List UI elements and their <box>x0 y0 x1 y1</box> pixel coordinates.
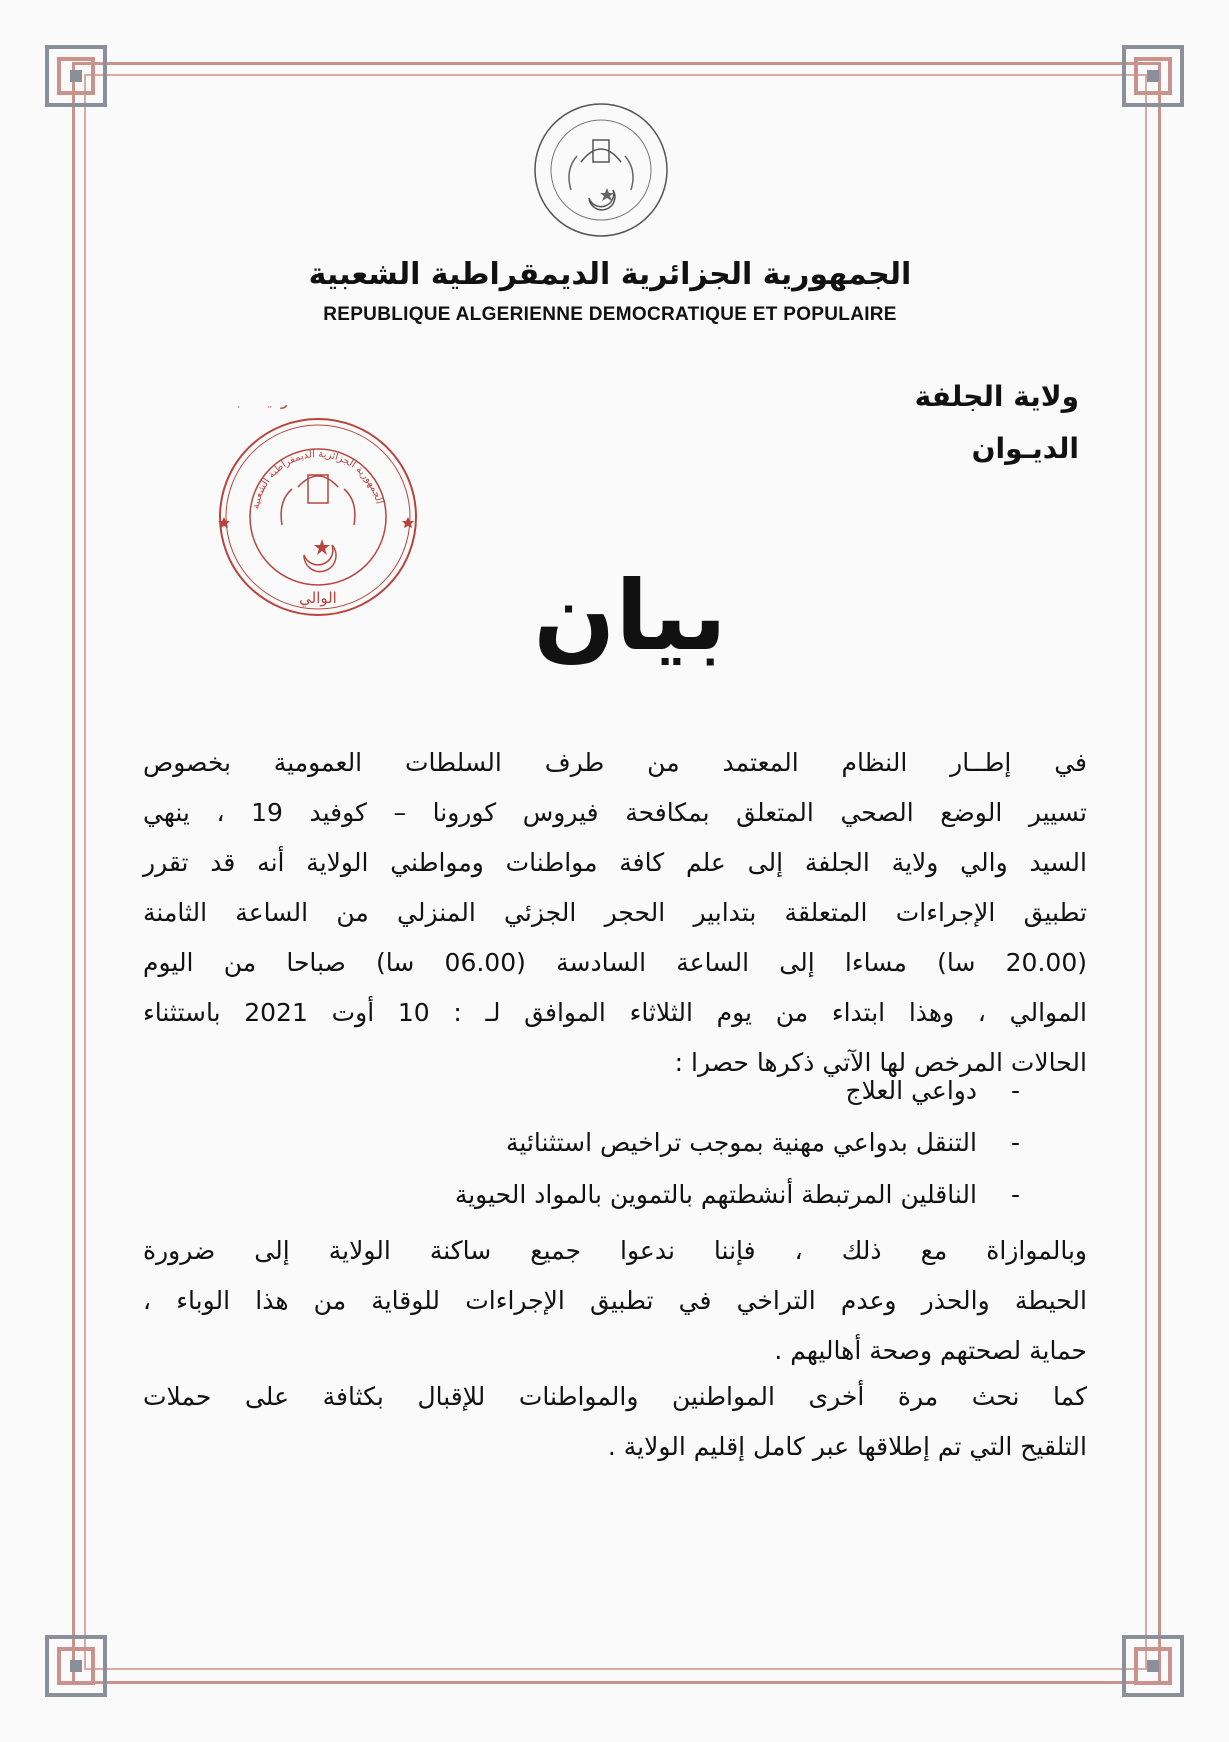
text-line: تسيير الوضع الصحي المتعلق بمكافحة فيروس كورونا – كوفيد 19 ، ينهي <box>143 798 1087 827</box>
text-line: وبالموازاة مع ذلك ، فإننا ندعوا جميع ساكنة الولاية إلى ضرورة <box>143 1236 1087 1265</box>
announcement-paragraph-3 <box>143 1372 1087 1472</box>
text-line: (20.00 سا) مساءا إلى الساعة السادسة (06.00 سا) صباحا من اليوم <box>143 948 1087 977</box>
text-line: الحالات المرخص لها الآتي ذكرها حصرا : <box>674 1048 1087 1077</box>
text-line: تطبيق الإجراءات المتعلقة بتدابير الحجر الجزئي المنزلي من الساعة الثامنة <box>143 898 1087 927</box>
national-emblem-seal <box>531 100 671 240</box>
text-line: التلقيح التي تم إطلاقها عبر كامل إقليم الولاية . <box>607 1432 1087 1461</box>
republic-name-arabic: الجمهورية الجزائرية الديمقراطية الشعبية <box>308 257 912 292</box>
list-item <box>300 1169 1020 1221</box>
text-line: الموالي ، وهذا ابتداء من يوم الثلاثاء الموافق لـ : 10 أوت 2021 باستثناء <box>143 998 1087 1027</box>
corner-ornament-top-left <box>45 45 107 107</box>
text-line: الحيطة والحذر وعدم التراخي في تطبيق الإجراءات للوقاية من هذا الوباء ، <box>143 1286 1087 1315</box>
list-bullet: - <box>1010 1128 1020 1157</box>
list-item-text: التنقل بدواعي مهنية بموجب تراخيص استثنائية <box>506 1128 977 1157</box>
document-title: بيان <box>533 560 727 672</box>
wilaya-name: ولاية الجلفة <box>914 380 1079 413</box>
list-item <box>300 1117 1020 1169</box>
text-line: حماية لصحتهم وصحة أهاليهم . <box>774 1336 1087 1365</box>
official-stamp <box>212 405 424 645</box>
exceptions-list <box>300 1065 1020 1221</box>
list-item-text: دواعي العلاج <box>845 1076 977 1105</box>
corner-ornament-bottom-left <box>45 1635 107 1697</box>
list-item <box>300 1065 1020 1117</box>
corner-ornament-top-right <box>1122 45 1184 107</box>
announcement-paragraph-2 <box>143 1226 1087 1376</box>
list-bullet: - <box>1010 1180 1020 1209</box>
stamp-bottom-text: الوالي <box>299 589 337 607</box>
stamp-inner-text: الجمهورية الجزائرية الديمقراطية الشعبية <box>250 448 385 510</box>
office-name: الديـوان <box>971 432 1079 465</box>
list-bullet: - <box>1010 1076 1020 1105</box>
text-line: السيد والي ولاية الجلفة إلى علم كافة مواطنات ومواطني الولاية أنه قد تقرر <box>143 848 1087 877</box>
republic-name-french: REPUBLIQUE ALGERIENNE DEMOCRATIQUE ET POPULAIRE <box>323 304 897 325</box>
corner-ornament-bottom-right <box>1122 1635 1184 1697</box>
text-line: في إطــار النظام المعتمد من طرف السلطات العمومية بخصوص <box>143 748 1087 777</box>
stamp-outer-text <box>212 405 289 410</box>
list-item-text: الناقلين المرتبطة أنشطتهم بالتموين بالمواد الحيوية <box>454 1180 977 1209</box>
text-line: كما نحث مرة أخرى المواطنين والمواطنات للإقبال بكثافة على حملات <box>143 1382 1087 1411</box>
announcement-paragraph-1 <box>143 738 1087 1088</box>
